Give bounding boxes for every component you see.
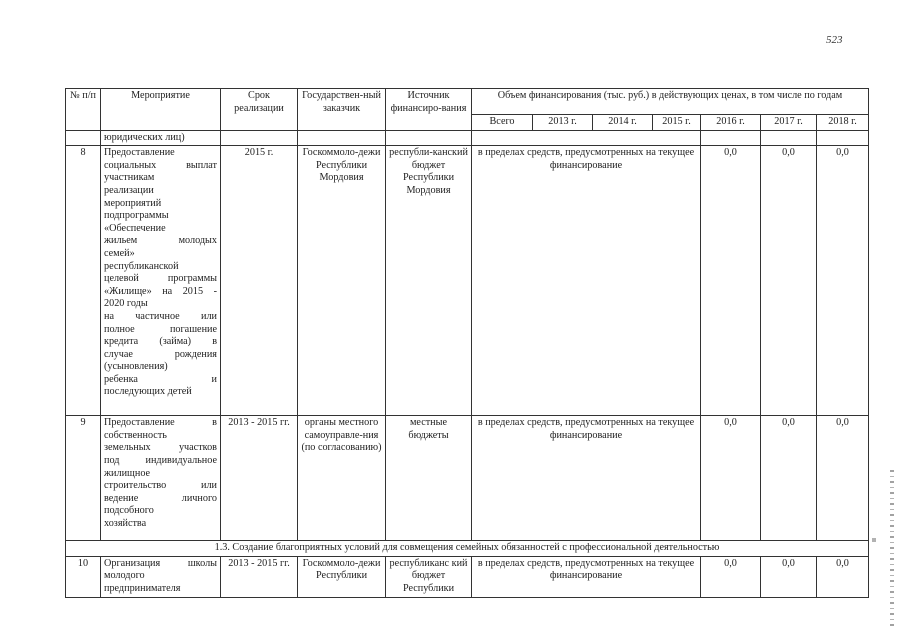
header-row-1 [66,89,869,115]
measure-line: семей» [104,247,135,259]
measure-line: 2020 годы [104,298,148,310]
row-value-2016: 0,0 [701,556,761,597]
measure-line: реализации [104,184,154,196]
row-value-2017: 0,0 [761,556,817,597]
continuation-row [66,130,869,146]
row-customer: Госкоммоло-дежи Республики [298,556,386,597]
measure-line: полное погашение [104,323,217,335]
measure-line: случае рождения [104,348,217,360]
measure-line: собственность [104,429,167,441]
measure-line: республиканской [104,260,179,272]
measure-line: земельных участков [104,442,217,454]
row-measure [101,416,221,541]
header-total: Всего [472,115,533,131]
measure-line: на частичное или [104,310,217,322]
row-source: республи-канский бюджет Республики Мордовия [386,146,472,416]
row-measure [101,556,221,597]
table-row [66,146,869,416]
row-term: 2013 - 2015 гг. [221,416,298,541]
measure-line: участникам [104,172,155,184]
row-num: 10 [66,556,101,597]
continuation-text: юридических лиц) [101,130,221,146]
scan-edge-mark [890,470,894,630]
measure-line: подпрограммы [104,210,169,222]
header-2014: 2014 г. [593,115,653,131]
row-source: местные бюджеты [386,416,472,541]
measure-line: целевой программы [104,273,217,285]
row-value-2016: 0,0 [701,416,761,541]
row-customer: органы местного самоуправле-ния (по согласованию) [298,416,386,541]
financing-table [65,88,869,598]
row-value-2018: 0,0 [817,416,869,541]
measure-line: подсобного [104,505,154,517]
measure-line: (усыновления) [104,361,168,373]
header-num: № п/п [66,89,101,131]
row-financing: в пределах средств, предусмотренных на текущее финансирование [472,146,701,416]
section-title: 1.3. Создание благоприятных условий для совмещения семейных обязанностей с профессиональной деятельностью [66,541,869,557]
measure-line: кредита (займа) в [104,336,217,348]
row-value-2016: 0,0 [701,146,761,416]
header-2018: 2018 г. [817,115,869,131]
row-value-2017: 0,0 [761,146,817,416]
row-value-2018: 0,0 [817,556,869,597]
header-2016: 2016 г. [701,115,761,131]
header-customer: Государствен-ный заказчик [298,89,386,131]
row-num: 8 [66,146,101,416]
scan-speck [872,538,876,542]
page-number: 523 [826,34,843,46]
section-row [66,541,869,557]
row-value-2017: 0,0 [761,416,817,541]
header-2013: 2013 г. [533,115,593,131]
measure-line: последующих детей [104,386,192,398]
header-2017: 2017 г. [761,115,817,131]
header-2015: 2015 г. [653,115,701,131]
measure-line: молодого [104,570,145,582]
row-term: 2015 г. [221,146,298,416]
measure-line: строительство или [104,480,217,492]
measure-line: социальных выплат [104,159,217,171]
measure-line: ведение личного [104,492,217,504]
measure-line: хозяйства [104,517,147,529]
row-value-2018: 0,0 [817,146,869,416]
row-measure [101,146,221,416]
measure-line: жильем молодых [104,235,217,247]
measure-line: «Жилище» на 2015 - [104,285,217,297]
measure-line: Организация школы [104,557,217,569]
row-financing: в пределах средств, предусмотренных на текущее финансирование [472,416,701,541]
row-source: республиканс кий бюджет Республики [386,556,472,597]
measure-line: ребенка и [104,373,217,385]
measure-line: предпринимателя [104,582,181,594]
measure-line: «Обеспечение [104,222,166,234]
header-source: Источник финансиро-вания [386,89,472,131]
table-row [66,556,869,597]
header-term: Срок реализации [221,89,298,131]
row-financing: в пределах средств, предусмотренных на текущее финансирование [472,556,701,597]
measure-line: Предоставление [104,147,175,159]
header-measure: Мероприятие [101,89,221,131]
measure-line: под индивидуальное [104,454,217,466]
table-row [66,416,869,541]
header-volume: Объем финансирования (тыс. руб.) в действующих ценах, в том числе по годам [472,89,869,115]
row-customer: Госкоммоло-дежи Республики Мордовия [298,146,386,416]
measure-line: мероприятий [104,197,162,209]
row-term: 2013 - 2015 гг. [221,556,298,597]
row-num: 9 [66,416,101,541]
measure-line: Предоставление в [104,417,217,429]
measure-line: жилищное [104,467,151,479]
